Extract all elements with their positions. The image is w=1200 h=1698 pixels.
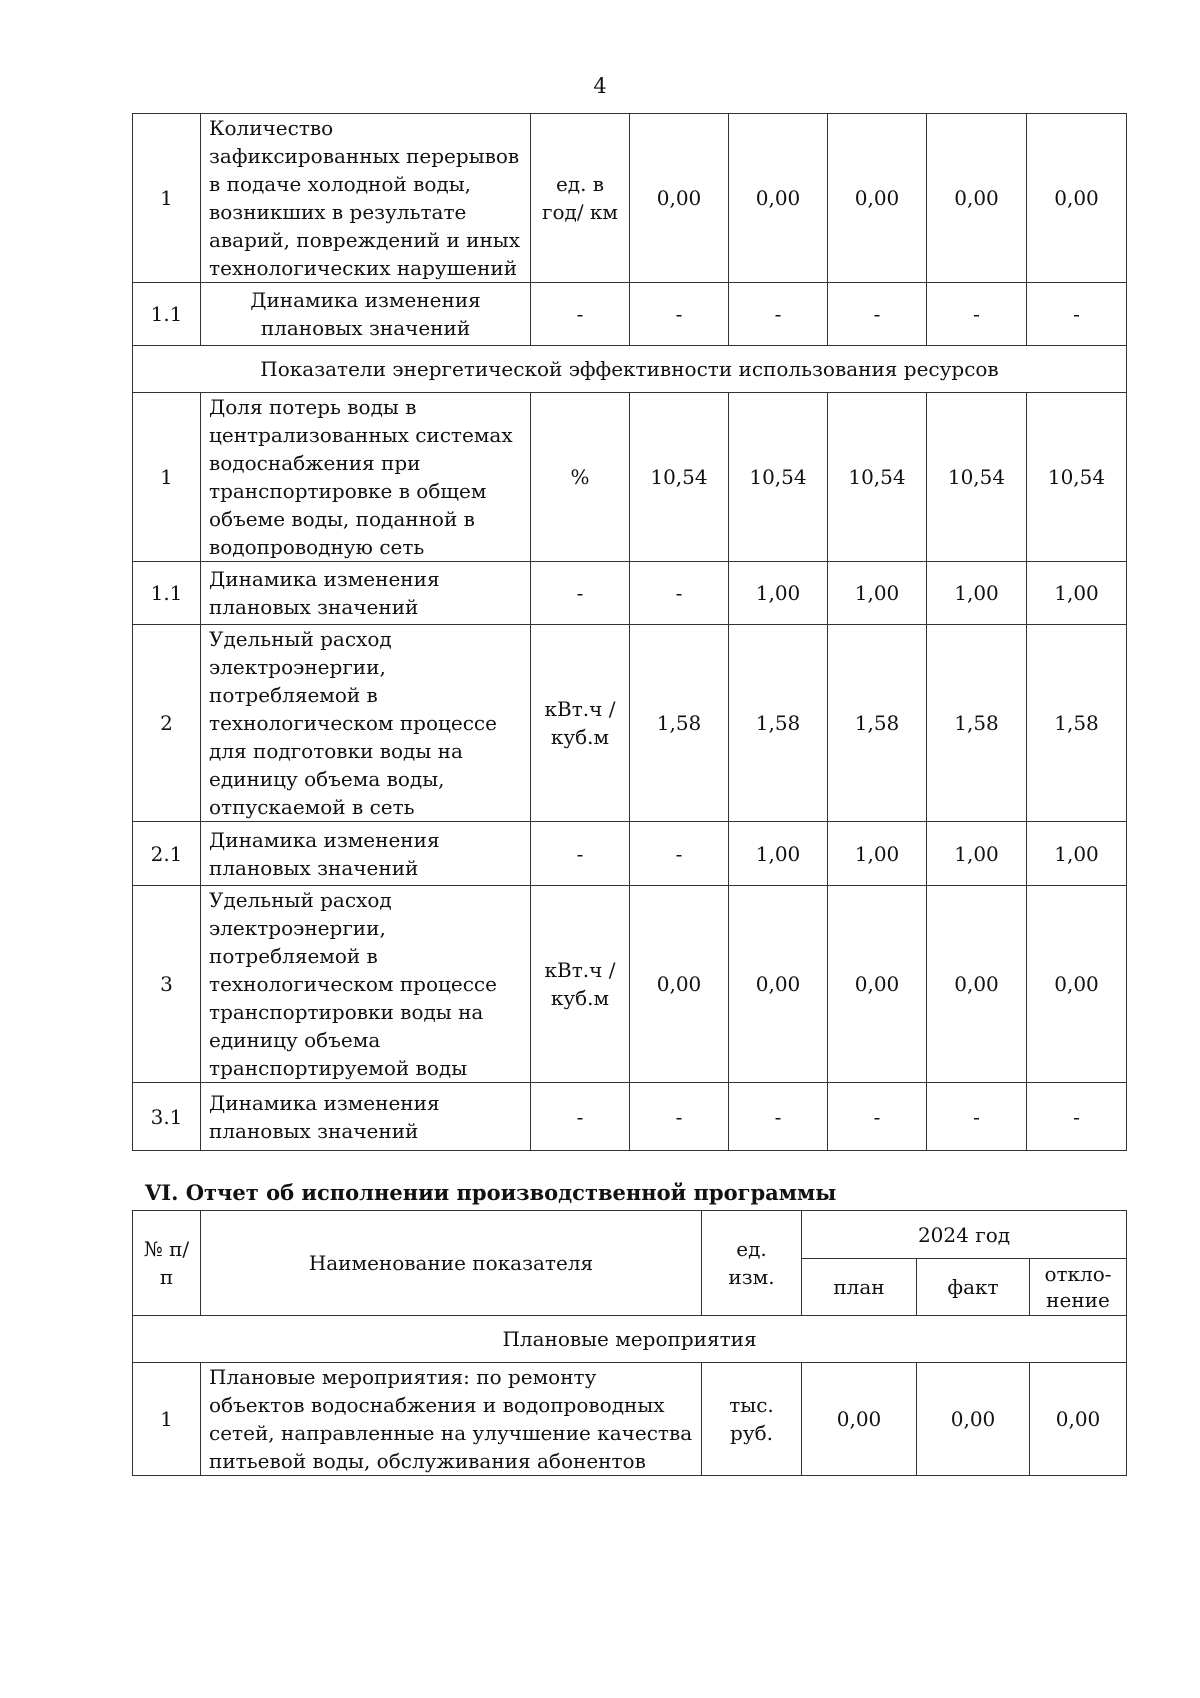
row-value: 1,58 (729, 625, 828, 822)
subsection-row: Плановые мероприятия (133, 1316, 1127, 1363)
row-value: 1,58 (630, 625, 729, 822)
row-value: 1,00 (828, 822, 927, 886)
row-name: Динамика изменения плановых значений (201, 283, 531, 346)
row-unit: кВт.ч / куб.м (531, 886, 630, 1083)
row-value: - (729, 283, 828, 346)
row-value: 1,58 (927, 625, 1027, 822)
row-value: - (927, 283, 1027, 346)
row-unit: тыс. руб. (702, 1363, 802, 1476)
header-unit: ед. изм. (702, 1211, 802, 1316)
row-name: Удельный расход электроэнергии, потребляемой в технологическом процессе для подготовки воды на единицу объема воды, отпускаемой в сеть (201, 625, 531, 822)
header-year: 2024 год (802, 1211, 1127, 1259)
row-unit: кВт.ч / куб.м (531, 625, 630, 822)
row-value: 1,00 (927, 822, 1027, 886)
row-no: 3 (133, 886, 201, 1083)
row-no: 1.1 (133, 283, 201, 346)
row-value: 1,58 (828, 625, 927, 822)
row-unit: ед. в год/ км (531, 114, 630, 283)
row-value: - (828, 283, 927, 346)
row-no: 2.1 (133, 822, 201, 886)
row-name: Доля потерь воды в централизованных системах водоснабжения при транспортировке в общем объеме воды, поданной в водопроводную сеть (201, 393, 531, 562)
header-deviation: откло-нение (1030, 1259, 1127, 1316)
row-value: - (630, 283, 729, 346)
row-value: 1,58 (1027, 625, 1127, 822)
row-no: 1.1 (133, 562, 201, 625)
row-value: 0,00 (729, 886, 828, 1083)
row-name: Удельный расход электроэнергии, потребляемой в технологическом процессе транспортировки воды на единицу объема транспортируемой воды (201, 886, 531, 1083)
section-title: VI. Отчет об исполнении производственной программы (145, 1180, 837, 1205)
table-row (133, 562, 1127, 625)
row-value: - (729, 1083, 828, 1151)
row-value: 10,54 (927, 393, 1027, 562)
table-row (133, 1363, 1127, 1476)
section-heading: Показатели энергетической эффективности использования ресурсов (133, 346, 1127, 393)
row-value: 10,54 (729, 393, 828, 562)
row-value: 1,00 (828, 562, 927, 625)
row-fact: 0,00 (917, 1363, 1030, 1476)
row-value: - (630, 562, 729, 625)
row-no: 1 (133, 114, 201, 283)
row-name: Количество зафиксированных перерывов в подаче холодной воды, возникших в результате аварий, повреждений и иных технологических нарушений (201, 114, 531, 283)
row-no: 1 (133, 393, 201, 562)
row-unit: % (531, 393, 630, 562)
row-name: Динамика изменения плановых значений (201, 822, 531, 886)
section-row (133, 346, 1127, 393)
row-value: 1,00 (1027, 822, 1127, 886)
row-value: 10,54 (828, 393, 927, 562)
row-value: 0,00 (630, 886, 729, 1083)
row-value: 10,54 (1027, 393, 1127, 562)
row-no: 3.1 (133, 1083, 201, 1151)
row-value: 1,00 (729, 822, 828, 886)
row-name: Плановые мероприятия: по ремонту объектов водоснабжения и водопроводных сетей, направленные на улучшение качества питьевой воды, обслуживания абонентов (201, 1363, 702, 1476)
row-value: - (630, 1083, 729, 1151)
row-value: 1,00 (729, 562, 828, 625)
row-value: 0,00 (828, 886, 927, 1083)
row-plan: 0,00 (802, 1363, 917, 1476)
row-value: - (1027, 1083, 1127, 1151)
row-no: 1 (133, 1363, 201, 1476)
row-value: 0,00 (630, 114, 729, 283)
header-name: Наименование показателя (201, 1211, 702, 1316)
row-value: 0,00 (1027, 886, 1127, 1083)
row-value: 10,54 (630, 393, 729, 562)
row-value: - (630, 822, 729, 886)
row-name: Динамика изменения плановых значений (201, 562, 531, 625)
report-table (132, 1210, 1127, 1476)
header-no: № п/п (133, 1211, 201, 1316)
table-row (133, 886, 1127, 1083)
row-value: 1,00 (1027, 562, 1127, 625)
indicators-table (132, 113, 1127, 1151)
row-value: 1,00 (927, 562, 1027, 625)
row-value: 0,00 (1027, 114, 1127, 283)
row-value: - (828, 1083, 927, 1151)
table-row (133, 1083, 1127, 1151)
row-name: Динамика изменения плановых значений (201, 1083, 531, 1151)
row-value: 0,00 (927, 886, 1027, 1083)
table-row (133, 625, 1127, 822)
table-row (133, 822, 1127, 886)
table-row (133, 393, 1127, 562)
row-unit: - (531, 822, 630, 886)
row-unit: - (531, 1083, 630, 1151)
row-unit: - (531, 562, 630, 625)
table-row (133, 114, 1127, 283)
row-value: 0,00 (828, 114, 927, 283)
row-no: 2 (133, 625, 201, 822)
table-row (133, 283, 1127, 346)
row-value: 0,00 (927, 114, 1027, 283)
page-number: 4 (593, 74, 607, 98)
row-value: - (1027, 283, 1127, 346)
row-unit: - (531, 283, 630, 346)
header-fact: факт (917, 1259, 1030, 1316)
row-value: 0,00 (729, 114, 828, 283)
row-deviation: 0,00 (1030, 1363, 1127, 1476)
header-plan: план (802, 1259, 917, 1316)
row-value: - (927, 1083, 1027, 1151)
